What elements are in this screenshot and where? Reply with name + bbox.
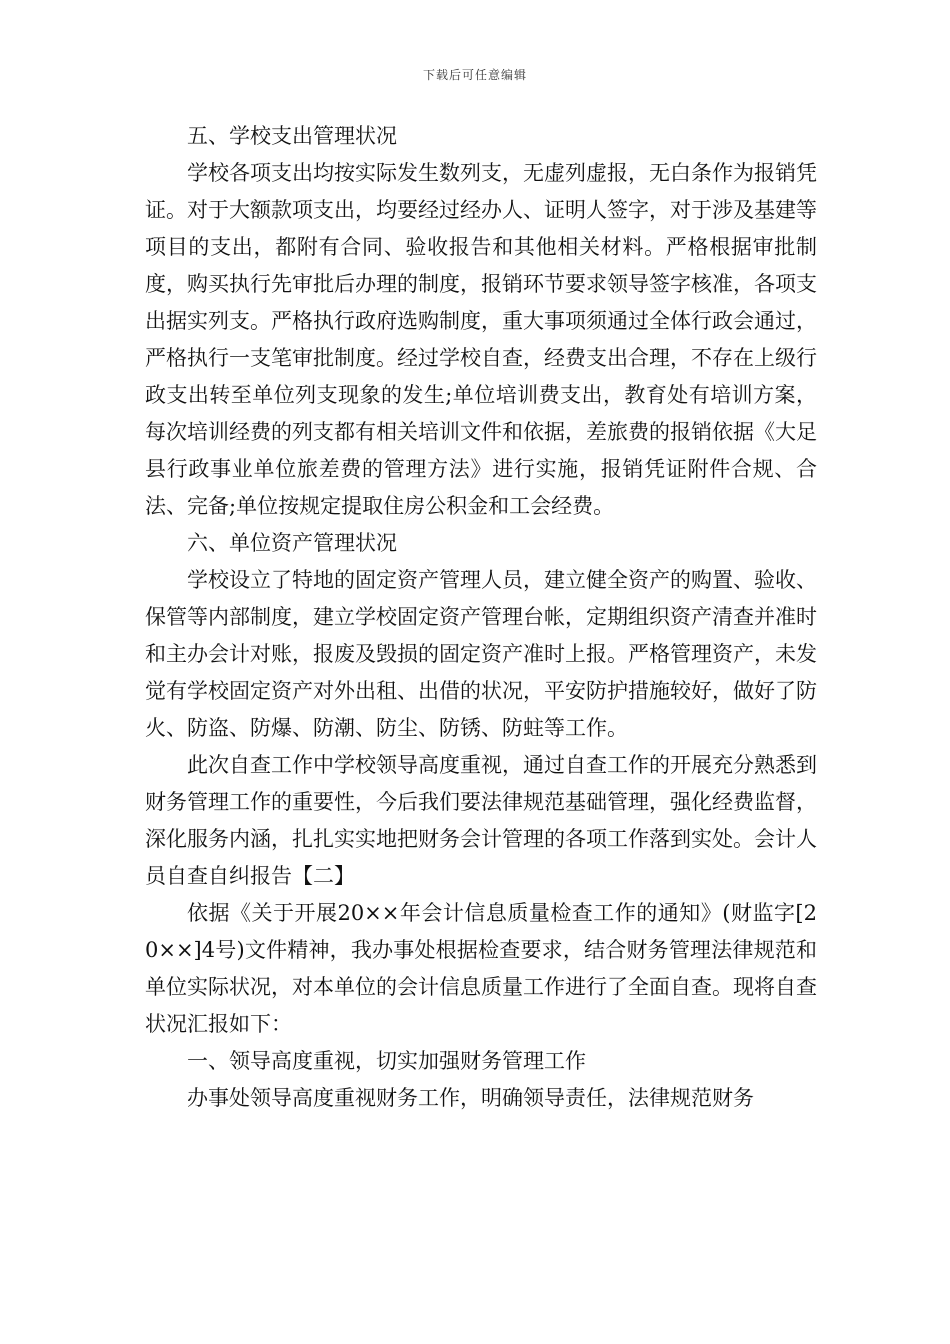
paragraph-expenditure: 学校各项支出均按实际发生数列支，无虚列虚报，无白条作为报销凭证。对于大额款项支出，均要经过经办人、证明人签字，对于涉及基建等项目的支出，都附有合同、验收报告和其他相关材料。严格根据审批制度，购买执行先审批后办理的制度，报销环节要求领导签字核准，各项支出据实列支。严格执行政府选购制度，重大事项须通过全体行政会通过，严格执行一支笔审批制度。经过学校自查，经费支出合理，不存在上级行政支出转至单位列支现象的发生;单位培训费支出，教育处有培训方案，每次培训经费的列支都有相关培训文件和依据，差旅费的报销依据《大足县行政事业单位旅差费的管理方法》进行实施，报销凭证附件合规、合法、完备;单位按规定提取住房公积金和工会经费。 [145,161,817,518]
section-heading-assets: 六、单位资产管理状况 [187,531,397,555]
paragraph-leadership: 办事处领导高度重视财务工作，明确领导责任，法律规范财务 [187,1086,754,1110]
section-heading-expenditure: 五、学校支出管理状况 [187,124,397,148]
paragraph-assets: 学校设立了特地的固定资产管理人员，建立健全资产的购置、验收、保管等内部制度，建立学校固定资产管理台帐，定期组织资产清查并准时和主办会计对账，报废及毁损的固定资产准时上报。严格管理资产，未发觉有学校固定资产对外出租、出借的状况，平安防护措施较好，做好了防火、防盗、防爆、防潮、防尘、防锈、防蛀等工作。 [145,568,817,740]
document-body [145,118,817,1117]
paragraph-summary: 此次自查工作中学校领导高度重视，通过自查工作的开展充分熟悉到财务管理工作的重要性，今后我们要法律规范基础管理，强化经费监督，深化服务内涵，扎扎实实地把财务会计管理的各项工作落到实处。会计人员自查自纠报告【二】 [145,753,817,888]
paragraph-report-intro: 依据《关于开展20××年会计信息质量检查工作的通知》(财监字[20××]4号)文件精神，我办事处根据检查要求，结合财务管理法律规范和单位实际状况，对本单位的会计信息质量工作进行了全面自查。现将自查状况汇报如下： [145,901,817,1036]
header-note: 下载后可任意编辑 [422,68,527,82]
section-heading-leadership: 一、领导高度重视，切实加强财务管理工作 [187,1049,586,1073]
